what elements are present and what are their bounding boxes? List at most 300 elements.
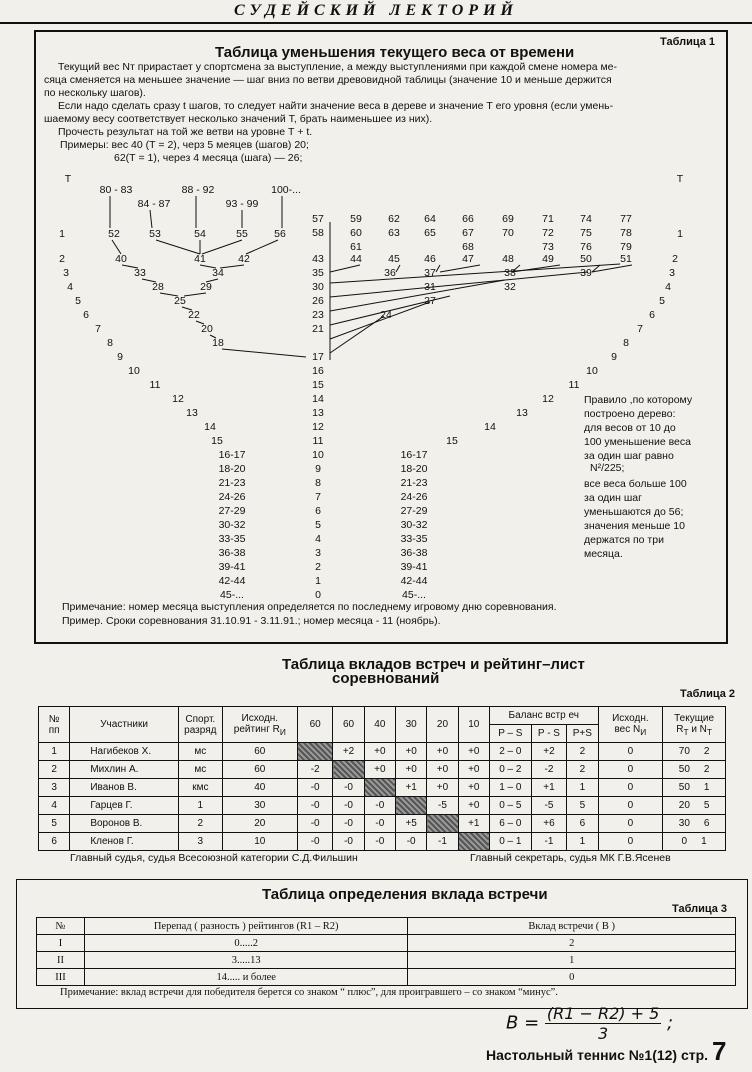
t3-cell: 0: [408, 969, 736, 986]
tree-node: 7: [95, 323, 101, 335]
page-header: СУДЕЙСКИЙ ЛЕКТОРИЙ: [0, 0, 752, 24]
match-cell: +0: [458, 743, 489, 761]
match-cell: -0: [297, 833, 332, 851]
sport-rank: 1: [178, 797, 222, 815]
tree-node: 21-23: [218, 477, 246, 489]
row-number: 6: [39, 833, 70, 851]
match-cell: +0: [427, 743, 458, 761]
current-weight: 2: [703, 764, 710, 775]
rule-line: держатся по три: [584, 534, 664, 546]
opponent-col-header: 10: [458, 707, 489, 743]
tree-node: 2: [315, 561, 321, 573]
table-row: [37, 969, 736, 986]
tree-node: 36-38: [400, 547, 428, 559]
tree-node: 72: [542, 227, 554, 239]
match-cell: -1: [427, 833, 458, 851]
tree-branch: [436, 265, 440, 272]
match-cell: -0: [364, 815, 395, 833]
rule-line: Правило ,по которому: [584, 394, 693, 406]
current-weight: 5: [703, 800, 710, 811]
tree-node: 42-44: [218, 575, 246, 587]
balance-ps: 2 – 0: [489, 743, 531, 761]
table3-title: Таблица определения вклада встречи: [262, 886, 548, 903]
match-cell: +1: [458, 815, 489, 833]
match-cell: -0: [333, 779, 364, 797]
match-cell: -0: [333, 833, 364, 851]
current-rating: 20: [678, 800, 690, 811]
opponent-col-header: 20: [427, 707, 458, 743]
initial-weight-header: Исходн. вес $N_И$: [598, 707, 663, 743]
match-cell: -0: [333, 815, 364, 833]
rule-line: значения меньше 10: [584, 520, 685, 532]
match-cell: +0: [396, 761, 427, 779]
current-values: [663, 743, 726, 761]
table3-note: Примечание: вклад встречи для победителя берется со знаком “ плюс”, для проигравшего – со знаком “минус”.: [60, 987, 558, 998]
formula-tail: ;: [667, 1012, 674, 1034]
tree-node: 77: [620, 213, 632, 225]
tree-node: 42-44: [400, 575, 428, 587]
match-cell: +0: [458, 797, 489, 815]
t3-cell: II: [37, 952, 85, 969]
num-header: № пп: [39, 707, 70, 743]
balance-sub-header: P+S: [567, 725, 598, 743]
tree-branch: [202, 240, 242, 254]
match-cell: +0: [364, 743, 395, 761]
tree-node: 54: [194, 228, 206, 240]
tree-node: 18-20: [218, 463, 246, 475]
footer-text: Настольный теннис №1(12) стр.: [486, 1047, 709, 1063]
tree-node: 57: [312, 213, 324, 225]
match-cell: +0: [427, 761, 458, 779]
tree-node: 74: [580, 213, 592, 225]
tree-node: 39-41: [400, 561, 428, 573]
tree-node: 6: [315, 505, 321, 517]
tree-node: 30-32: [218, 519, 246, 531]
table1-label: Таблица 1: [660, 36, 716, 48]
paragraph-line: 62(Т = 1), через 4 месяца (шага) — 26;: [114, 152, 303, 164]
tree-node: 15: [211, 435, 223, 447]
tree-node: 6: [83, 309, 89, 321]
t3-cell: 1: [408, 952, 736, 969]
tree-branch: [592, 265, 632, 272]
tree-node: 36-38: [218, 547, 246, 559]
self-cell: [458, 833, 489, 851]
tree-node: 8: [315, 477, 321, 489]
tree-node: 53: [149, 228, 161, 240]
self-cell: [427, 815, 458, 833]
initial-rating: 60: [222, 743, 297, 761]
tree-node: 42: [238, 253, 250, 265]
current-values: [663, 833, 726, 851]
rule-line: уменьшаются до 56;: [584, 506, 684, 518]
tree-node: 13: [312, 407, 324, 419]
tree-node: 43: [312, 253, 324, 265]
results-table: [38, 706, 726, 851]
paragraph-line: сяца сменяется на меньшее значение — шаг вниз по ветви древовидной таблицы (значение 10 и меньше держится: [44, 74, 612, 86]
rule-line: месяца.: [584, 548, 623, 560]
tree-node: 14: [312, 393, 324, 405]
tree-branch: [330, 272, 588, 297]
tree-node: 68: [462, 241, 474, 253]
tree-node: 30: [312, 281, 324, 293]
match-cell: -2: [297, 761, 332, 779]
tree-node: 45: [388, 253, 400, 265]
table-row: [39, 797, 726, 815]
current-values: [663, 815, 726, 833]
page-footer: [486, 1036, 726, 1067]
current-weight: 1: [703, 782, 710, 793]
paragraph-line: по нескольку шагов).: [44, 87, 146, 99]
opponent-col-header: 30: [396, 707, 427, 743]
match-cell: -5: [427, 797, 458, 815]
tree-node: 0: [315, 589, 321, 601]
tree-node: 50: [580, 253, 592, 265]
row-number: 4: [39, 797, 70, 815]
table-row: [39, 815, 726, 833]
initial-rating: 10: [222, 833, 297, 851]
tree-node: 80 - 83: [99, 184, 133, 196]
tree-node: 51: [620, 253, 632, 265]
tree-node: 23: [312, 309, 324, 321]
rule-line: 100 уменьшение веса: [584, 436, 691, 448]
current-values: [663, 779, 726, 797]
current-values: [663, 797, 726, 815]
tree-node: 55: [236, 228, 248, 240]
paragraph-line: шаемому весу соответствует несколько значений Т, брать наименьшее из них).: [44, 113, 433, 125]
initial-rating: 20: [222, 815, 297, 833]
tree-node: 2: [672, 253, 678, 265]
table-row: [37, 935, 736, 952]
tree-node: 11: [568, 379, 580, 391]
tree-node: 18-20: [400, 463, 428, 475]
tree-node: 39-41: [218, 561, 246, 573]
balance-pms: +2: [531, 743, 566, 761]
tree-node: 34: [212, 267, 224, 279]
tree-node: 44: [350, 253, 362, 265]
current-values: [663, 761, 726, 779]
current-rating: 70: [678, 746, 690, 757]
tree-node: 93 - 99: [225, 198, 259, 210]
tree-node: 15: [312, 379, 324, 391]
paragraph-line: Если надо сделать сразу t шагов, то следует найти значение веса в дереве и значение Т его уровня (если умень-: [58, 100, 614, 112]
table-row: [39, 761, 726, 779]
match-cell: +0: [396, 743, 427, 761]
current-weight: 2: [703, 746, 710, 757]
tree-node: 45-...: [402, 589, 426, 601]
initial-rating: 30: [222, 797, 297, 815]
table3-label: Таблица 3: [672, 903, 728, 915]
tree-node: 41: [194, 253, 206, 265]
balance-ps: 6 – 0: [489, 815, 531, 833]
tree-node: 9: [315, 463, 321, 475]
tree-node: 46: [424, 253, 436, 265]
tree-node: 8: [623, 337, 629, 349]
chief-judge: Главный судья, судья Всесоюзной категории С.Д.Фильшин: [70, 852, 358, 864]
balance-pms: +6: [531, 815, 566, 833]
match-cell: -0: [364, 833, 395, 851]
table-row: [37, 952, 736, 969]
tree-node: 10: [312, 449, 324, 461]
self-cell: [396, 797, 427, 815]
match-cell: -0: [297, 815, 332, 833]
rule-line: за один шаг: [584, 492, 642, 504]
contribution-table: [36, 917, 736, 986]
match-cell: +0: [364, 761, 395, 779]
balance-header: Баланс встр еч: [489, 707, 598, 725]
participant-name: Воронов В.: [70, 815, 179, 833]
table-row: [39, 833, 726, 851]
current-weight: 1: [701, 836, 707, 847]
tree-node: 56: [274, 228, 286, 240]
match-cell: -0: [333, 797, 364, 815]
table-row: [39, 779, 726, 797]
formula-denominator: 3: [598, 1024, 609, 1043]
tree-node: 5: [75, 295, 81, 307]
t3-header: №: [37, 918, 85, 935]
tree-node: 61: [350, 241, 362, 253]
sport-rank: кмс: [178, 779, 222, 797]
tree-node: 76: [580, 241, 592, 253]
balance-pps: 5: [567, 797, 598, 815]
t3-cell: I: [37, 935, 85, 952]
self-cell: [297, 743, 332, 761]
rank-header: Спорт. разряд: [178, 707, 222, 743]
tree-branch: [156, 240, 200, 254]
tree-node: 7: [637, 323, 643, 335]
balance-ps: 0 – 1: [489, 833, 531, 851]
tree-node: 6: [649, 309, 655, 321]
tree-node: 11: [312, 435, 324, 447]
tree-node: 66: [462, 213, 474, 225]
paragraph-line: Текущий вес Nт прирастает у спортсмена за выступление, а между выступлениями при каждой смене номера ме-: [58, 61, 618, 73]
initial-weight: 0: [598, 761, 663, 779]
rule-line: построено дерево:: [584, 408, 676, 420]
tree-node: 88 - 92: [181, 184, 215, 196]
tree-node: 35: [312, 267, 324, 279]
sport-rank: мс: [178, 761, 222, 779]
tree-node: 75: [580, 227, 592, 239]
initial-rating: 60: [222, 761, 297, 779]
match-cell: +0: [427, 779, 458, 797]
rule-line: для весов от 10 до: [584, 422, 676, 434]
table2-subtitle: соревнований: [332, 670, 440, 687]
balance-pps: 2: [567, 743, 598, 761]
tree-node: 9: [611, 351, 617, 363]
self-cell: [333, 761, 364, 779]
tree-node: 21: [312, 323, 324, 335]
t3-cell: III: [37, 969, 85, 986]
tree-node: 39: [580, 267, 592, 279]
tree-node: T: [676, 173, 684, 185]
row-number: 2: [39, 761, 70, 779]
tree-node: 4: [665, 281, 671, 293]
tree-node: 16-17: [400, 449, 428, 461]
tree-node: 67: [462, 227, 474, 239]
match-cell: -0: [364, 797, 395, 815]
tree-node: 5: [659, 295, 665, 307]
tree-node: 33-35: [218, 533, 246, 545]
tree-node: 38: [504, 267, 516, 279]
tree-node: 4: [67, 281, 73, 293]
tree-node: 4: [315, 533, 321, 545]
tree-node: 79: [620, 241, 632, 253]
balance-pps: 2: [567, 761, 598, 779]
tree-branch: [330, 316, 384, 353]
rule-line: N²/225;: [590, 462, 625, 474]
tree-node: 12: [542, 393, 554, 405]
tree-node: 16-17: [218, 449, 246, 461]
tree-node: 13: [186, 407, 198, 419]
tree-node: 40: [115, 253, 127, 265]
match-cell: +0: [458, 779, 489, 797]
tree-node: 25: [174, 295, 186, 307]
tree-node: 24: [380, 309, 392, 321]
tree-branch: [330, 265, 360, 272]
tree-node: 58: [312, 227, 324, 239]
tree-node: 52: [108, 228, 120, 240]
current-rating: 30: [678, 818, 690, 829]
tree-branch: [112, 240, 121, 254]
balance-ps: 0 – 5: [489, 797, 531, 815]
tree-node: 24-26: [400, 491, 428, 503]
t3-cell: 3.....13: [84, 952, 408, 969]
paragraph-line: Примеры: вес 40 (Т = 2), черз 5 меяцев (шагов) 20;: [60, 139, 309, 151]
paragraph-line: Прочесть результат на той же ветви на уровне Т + t.: [58, 126, 313, 138]
tree-node: 27: [424, 295, 436, 307]
tree-node: 21-23: [400, 477, 428, 489]
balance-pms: -2: [531, 761, 566, 779]
row-number: 3: [39, 779, 70, 797]
tree-node: 18: [212, 337, 224, 349]
tree-node: 9: [117, 351, 123, 363]
tree-node: 45-...: [220, 589, 244, 601]
self-cell: [364, 779, 395, 797]
balance-pps: 1: [567, 779, 598, 797]
tree-node: 71: [542, 213, 554, 225]
opponent-col-header: 60: [297, 707, 332, 743]
tree-node: 36: [384, 267, 396, 279]
balance-pps: 6: [567, 815, 598, 833]
row-number: 1: [39, 743, 70, 761]
tree-branch: [396, 265, 400, 272]
balance-sub-header: P – S: [489, 725, 531, 743]
tree-node: 28: [152, 281, 164, 293]
rule-line: за один шаг равно: [584, 450, 674, 462]
tree-node: 30-32: [400, 519, 428, 531]
balance-ps: 1 – 0: [489, 779, 531, 797]
tree-node: 1: [315, 575, 321, 587]
tree-node: 12: [312, 421, 324, 433]
tree-node: 2: [59, 253, 65, 265]
tree-node: 24-26: [218, 491, 246, 503]
tree-branch: [184, 293, 206, 296]
tree-node: 17: [312, 351, 324, 363]
table2-label: Таблица 2: [680, 688, 736, 700]
initial-weight: 0: [598, 833, 663, 851]
participant-name: Иванов В.: [70, 779, 179, 797]
sport-rank: 2: [178, 815, 222, 833]
initial-weight: 0: [598, 815, 663, 833]
current-rating: 50: [678, 764, 690, 775]
tree-node: 29: [200, 281, 212, 293]
t3-cell: 14..... и более: [84, 969, 408, 986]
row-number: 5: [39, 815, 70, 833]
sport-rank: мс: [178, 743, 222, 761]
tree-node: 14: [484, 421, 496, 433]
t3-header: Перепад ( разность ) рейтингов (R1 – R2): [84, 918, 408, 935]
participant-name: Михлин А.: [70, 761, 179, 779]
tree-node: 48: [502, 253, 514, 265]
opponent-col-header: 60: [333, 707, 364, 743]
match-cell: -0: [297, 797, 332, 815]
match-cell: -0: [396, 833, 427, 851]
tree-node: 84 - 87: [137, 198, 171, 210]
tree-node: 3: [63, 267, 69, 279]
initial-weight: 0: [598, 743, 663, 761]
tree-node: 31: [424, 281, 436, 293]
table2-title: Таблица вкладов встреч и рейтинг–лист: [282, 656, 585, 673]
tree-node: 26: [312, 295, 324, 307]
tree-node: 10: [586, 365, 598, 377]
tree-node: 10: [128, 365, 140, 377]
match-cell: +5: [396, 815, 427, 833]
tree-node: T: [64, 173, 72, 185]
t3-cell: 0.....2: [84, 935, 408, 952]
table1-example: Пример. Сроки соревнования 31.10.91 - 3.11.91.; номер месяца - 11 (ноябрь).: [62, 615, 441, 627]
balance-pms: -5: [531, 797, 566, 815]
tree-node: 64: [424, 213, 436, 225]
tree-node: 62: [388, 213, 400, 225]
tree-node: 73: [542, 241, 554, 253]
tree-node: 47: [462, 253, 474, 265]
rule-line: все веса больше 100: [584, 478, 687, 490]
chief-secretary: Главный секретарь, судья МК Г.В.Ясенев: [470, 852, 671, 864]
tree-node: 27-29: [400, 505, 428, 517]
tree-node: 70: [502, 227, 514, 239]
tree-node: 59: [350, 213, 362, 225]
table1-title: Таблица уменьшения текущего веса от времени: [215, 44, 575, 61]
current-header: Текущие $R_Т$ и $N_Т$: [663, 707, 726, 743]
current-weight: 6: [703, 818, 710, 829]
participant-name: Нагибеков Х.: [70, 743, 179, 761]
tree-node: 69: [502, 213, 514, 225]
formula-lhs: B =: [506, 1012, 540, 1034]
tree-branch: [246, 240, 278, 254]
tree-node: 1: [59, 228, 65, 240]
participant-name: Кленов Г.: [70, 833, 179, 851]
tree-node: 78: [620, 227, 632, 239]
balance-pps: 1: [567, 833, 598, 851]
t3-cell: 2: [408, 935, 736, 952]
tree-node: 16: [312, 365, 324, 377]
balance-ps: 0 – 2: [489, 761, 531, 779]
tree-node: 13: [516, 407, 528, 419]
tree-branch: [222, 349, 306, 357]
table-row: [39, 743, 726, 761]
balance-pms: +1: [531, 779, 566, 797]
current-rating: 50: [678, 782, 690, 793]
participant-name: Гарцев Г.: [70, 797, 179, 815]
match-cell: +0: [458, 761, 489, 779]
tree-node: 65: [424, 227, 436, 239]
opponent-col-header: 40: [364, 707, 395, 743]
tree-node: 100-...: [271, 184, 301, 196]
table1-note: Примечание: номер месяца выступления определяется по последнему игровому дню соревнования.: [62, 601, 557, 613]
tree-node: 32: [504, 281, 516, 293]
tree-node: 3: [315, 547, 321, 559]
balance-pms: -1: [531, 833, 566, 851]
tree-node: 33-35: [400, 533, 428, 545]
